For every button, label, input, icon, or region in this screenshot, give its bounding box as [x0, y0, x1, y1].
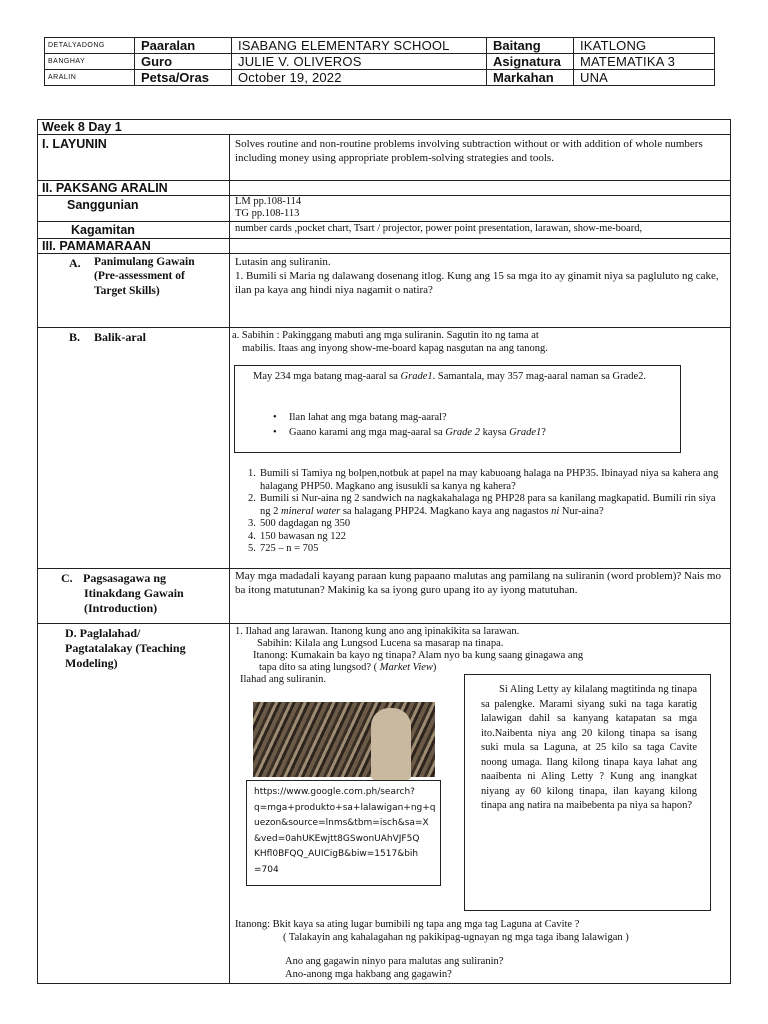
label-paaralan: Paaralan — [135, 38, 232, 54]
section-d-line-1: 1. Ilahad ang larawan. Itanong kung ano ang ipinakikita sa larawan. — [235, 626, 520, 637]
value-markahan: UNA — [574, 70, 715, 86]
section-d-line-4: tapa dito sa ating lungsod? ( Market View) — [259, 662, 437, 673]
review-list — [248, 468, 728, 556]
section-d-title-3: Modeling) — [65, 656, 118, 670]
label-guro: Guro — [135, 54, 232, 70]
row-rule — [37, 327, 731, 328]
lesson-plan-table — [37, 119, 731, 984]
value-guro: JULIE V. OLIVEROS — [232, 54, 487, 70]
section-d-line-5: Ilahad ang suliranin. — [240, 674, 327, 685]
section-a-line-1: Lutasin ang suliranin. — [235, 256, 331, 268]
label-asignatura: Asignatura — [487, 54, 574, 70]
header-side-label: DETALYADONG — [45, 38, 135, 54]
section-d-question-2: ( Talakayin ang kahalagahan ng pakikipag-ugnayan ng mga taga ibang lalawigan ) — [283, 932, 629, 943]
row-rule — [37, 253, 731, 254]
section-d-question-3: Ano ang gagawin ninyo para malutas ang suliranin? — [285, 956, 504, 967]
section-a-title-2: (Pre-assessment of — [94, 270, 185, 282]
row-rule — [37, 195, 731, 196]
section-b-intro-1: a. Sabihin : Pakinggang mabuti ang mga suliranin. Sagutin ito ng tama at — [232, 330, 539, 341]
section-b-title: Balik-aral — [94, 330, 147, 344]
section-b-intro-2: mabilis. Itaas ang inyong show-me-board kapag nasgutan na ang tanong. — [242, 343, 548, 354]
section-c-text: May mga madadali kayang paraan kung papaano malutas ang pamilang na suliranin (word problem)? Nais mo ba itong matutunan? Makinig ka sa iyong guro upang ito ay iyong matutuhan. — [235, 570, 721, 596]
label-markahan: Markahan — [487, 70, 574, 86]
bullet-item: • Gaano karami ang mga mag-aaral sa Grade 2 kaysa Grade1? — [253, 425, 673, 440]
section-d-question-4: Ano-anong mga hakbang ang gagawin? — [285, 969, 452, 980]
section-c-title-2: Itinakdang Gawain — [84, 586, 184, 600]
sanggunian-tg: TG pp.108-113 — [235, 208, 300, 219]
image-source-url[interactable]: https://www.google.com.ph/search? q=mga+produkto+sa+lalawigan+ng+q uezon&source=lnms&tbm=isch&sa=X &ved=0ahUKEwjtt8GSwonUAhVJF5Q KHfl0BFQQ_AUICigB&biw=1517&bih =704 — [254, 787, 436, 875]
paksang-title: II. PAKSANG ARALIN — [42, 181, 168, 195]
section-c-letter: C. — [61, 571, 73, 585]
pamamaraan-title: III. PAMAMARAAN — [42, 239, 151, 253]
list-item: 1. Bumili si Tamiya ng bolpen,notbuk at papel na may kabuoang halaga na PHP35. Ibinayad niya sa kahera ang halagang PHP50. Magkano ang isusukli sa kanya ng kahera? — [248, 468, 719, 492]
market-photo-person — [371, 708, 411, 780]
list-item: 2. Bumili si Nur-aina ng 2 sandwich na nagkakahalaga ng PHP28 para sa kanilang magkapatid. Bumili rin siya ng 2 mineral water sa halagang PHP24. Magkano kaya ang nagastos ni Nur-aina? — [248, 493, 716, 517]
kagamitan-text: number cards ,pocket chart, Tsart / projector, power point presentation, larawan, show-me-board, — [235, 223, 643, 234]
header-side-label: ARALIN — [45, 70, 135, 86]
grade-question-text: May 234 mga batang mag-aaral sa Grade1. Samantala, may 357 mag-aaral naman sa Grade2. — [253, 371, 647, 382]
layunin-title: I. LAYUNIN — [42, 137, 107, 151]
grade-question-box — [234, 365, 681, 453]
label-petsa: Petsa/Oras — [135, 70, 232, 86]
story-problem-box — [464, 674, 711, 911]
sanggunian-label: Sanggunian — [67, 198, 139, 212]
section-d-line-3: Itanong: Kumakain ba kayo ng tinapa? Alam nyo ba kung saang ginagawa ang — [253, 650, 584, 661]
list-item: 3. 500 dagdagan ng 350 — [248, 518, 351, 529]
grade-question-bullets — [253, 410, 673, 440]
section-a-title-1: Panimulang Gawain — [94, 256, 195, 268]
section-b-letter: B. — [69, 330, 81, 344]
column-divider — [229, 134, 230, 984]
sanggunian-lm: LM pp.108-114 — [235, 196, 302, 207]
bullet-item: • Ilan lahat ang mga batang mag-aaral? — [253, 410, 673, 425]
header-side-label: BANGHAY — [45, 54, 135, 70]
header-table — [44, 37, 715, 86]
list-item: 4. 150 bawasan ng 122 — [248, 530, 347, 542]
market-photo — [253, 702, 435, 777]
section-d-question-1: Itanong: Bkit kaya sa ating lugar bumibili ng tapa ang mga tag Laguna at Cavite ? — [235, 919, 580, 930]
section-a-line-2: 1. Bumili si Maria ng dalawang dosenang itlog. Kung ang 15 sa mga ito ay ginamit niya sa pagluluto ng cake, ilan pa kaya ang hindi niya nagamit o natira? — [235, 270, 719, 296]
value-baitang: IKATLONG — [574, 38, 715, 54]
kagamitan-label: Kagamitan — [71, 223, 135, 237]
list-item: 5. 725 – n = 705 — [248, 543, 319, 554]
week-label: Week 8 Day 1 — [42, 120, 122, 134]
story-problem-text: Si Aling Letty ay kilalang magtitinda ng tinapa sa palengke. Marami siyang suki na taga karatig lalawigan dahil sa kanyang katapatan sa mga ito.Naibenta niya ang 20 kilong tinapa sa isang suki mula sa Laguna, at 25 kilo sa taga Cavite noong umaga. Ilang kilong tinapa kaya lahat ang naaibenta ni Aling Letty ? Kung ang inangkat niyang ay 60 kilong tinapa, ilan kayang kilong tinapa ang natira na maibebenta pa niya sa hapon? — [481, 684, 697, 811]
label-baitang: Baitang — [487, 38, 574, 54]
value-petsa: October 19, 2022 — [232, 70, 487, 86]
section-a-title-3: Target Skills) — [94, 285, 160, 297]
value-paaralan: ISABANG ELEMENTARY SCHOOL — [232, 38, 487, 54]
section-c-title-1: Pagsasagawa ng — [83, 571, 167, 585]
layunin-text: Solves routine and non-routine problems involving subtraction without or with addition of whole numbers including money using appropriate problem-solving strategies and tools. — [235, 138, 703, 164]
section-c-title-3: (Introduction) — [84, 601, 158, 615]
section-d-title-1: D. Paglalahad/ — [65, 626, 141, 640]
row-rule — [37, 623, 731, 624]
image-source-url-box — [246, 780, 441, 886]
section-d-title-2: Pagtatalakay (Teaching — [65, 641, 186, 655]
section-d-line-2: Sabihin: Kilala ang Lungsod Lucena sa masarap na tinapa. — [257, 638, 504, 649]
value-asignatura: MATEMATIKA 3 — [574, 54, 715, 70]
section-a-letter: A. — [69, 256, 81, 270]
row-rule — [37, 134, 731, 135]
row-rule — [37, 568, 731, 569]
